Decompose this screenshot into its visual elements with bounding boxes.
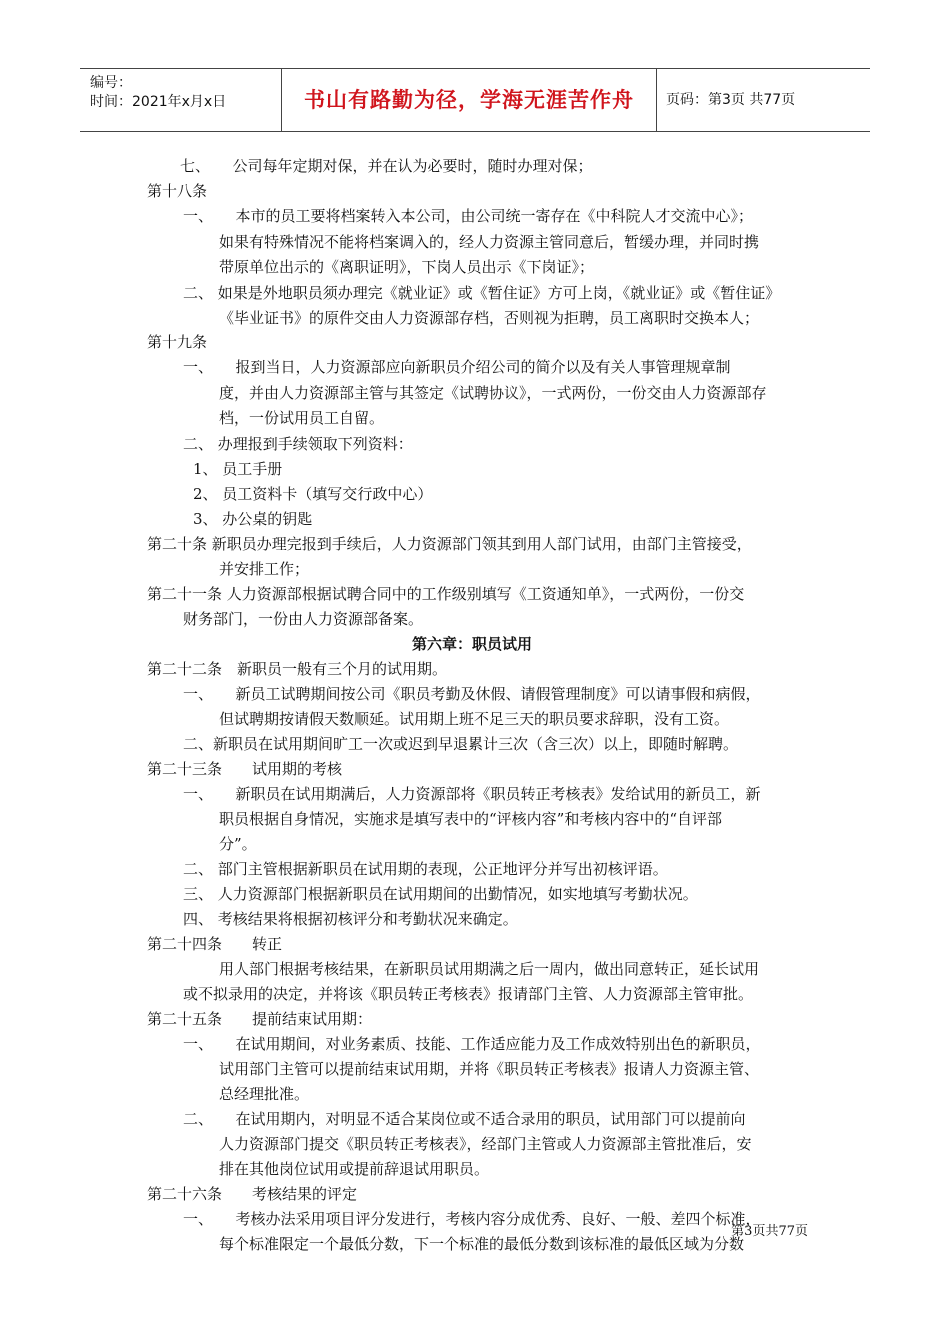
article-heading: 第二十三条 试用期的考核	[147, 760, 343, 778]
text-line: 第二十条 新职员办理完报到手续后，人力资源部门领其到用人部门试用，由部门主管接受，	[147, 535, 752, 553]
article-heading: 第十九条	[147, 333, 208, 351]
text-line: 排在其他岗位试用或提前辞退试用职员。	[219, 1160, 490, 1178]
article-heading: 第十八条	[147, 182, 208, 200]
text-line: 总经理批准。	[219, 1085, 310, 1103]
text-line: 如果有特殊情况不能将档案调入的，经人力资源主管同意后，暂缓办理，并同时携	[219, 233, 760, 251]
text-line: 二、 如果是外地职员须办理完《就业证》或《暂住证》方可上岗，《就业证》或《暂住证》	[183, 284, 781, 302]
text-line: 二、 在试用期内，对明显不适合某岗位或不适合录用的职员，试用部门可以提前向	[183, 1110, 746, 1128]
text-line: 四、 考核结果将根据初核评分和考勤状况来确定。	[183, 910, 518, 928]
list-item: 1、 员工手册	[193, 460, 283, 478]
doc-date: 时间：2021年x月x日	[90, 94, 227, 110]
text-line: 三、 人力资源部门根据新职员在试用期间的出勤情况，如实地填写考勤状况。	[183, 885, 698, 903]
text-line: 并安排工作；	[219, 560, 310, 578]
text-line: 或不拟录用的决定，并将该《职员转正考核表》报请部门主管、人力资源部主管审批。	[183, 985, 754, 1003]
text-line: 用人部门根据考核结果，在新职员试用期满之后一周内，做出同意转正，延长试用	[219, 960, 760, 978]
article-heading: 第二十四条 转正	[147, 935, 283, 953]
text-line: 七、 公司每年定期对保，并在认为必要时，随时办理对保；	[180, 157, 593, 175]
text-line: 每个标准限定一个最低分数，下一个标准的最低分数到该标准的最低区域为分数	[219, 1235, 745, 1253]
text-line: 人力资源部门提交《职员转正考核表》，经部门主管或人力资源部主管批准后，安	[219, 1135, 752, 1153]
text-line: 财务部门，一份由人力资源部备案。	[183, 610, 424, 628]
text-line: 带原单位出示的《离职证明》，下岗人员出示《下岗证》；	[219, 258, 595, 276]
text-line: 一、 本市的员工要将档案转入本公司，由公司统一寄存在《中科院人才交流中心》；	[183, 207, 754, 225]
text-line: 第二十二条 新职员一般有三个月的试用期。	[147, 660, 448, 678]
text-line: 但试聘期按请假天数顺延。试用期上班不足三天的职员要求辞职，没有工资。	[219, 710, 730, 728]
page-footer: 第3页共77页	[731, 1224, 808, 1239]
doc-number: 编号：	[90, 75, 132, 91]
text-line: 第二十一条 人力资源部根据试聘合同中的工作级别填写《工资通知单》，一式两份，一份交	[147, 585, 745, 603]
page-header	[80, 68, 870, 132]
text-line: 一、 在试用期间，对业务素质、技能、工作适应能力及工作成效特别出色的新职员，	[183, 1035, 761, 1053]
header-motto: 书山有路勤为径，学海无涯苦作舟	[281, 69, 657, 131]
text-line: 一、 报到当日，人力资源部应向新职员介绍公司的简介以及有关人事管理规章制	[183, 358, 731, 376]
text-line: 试用部门主管可以提前结束试用期，并将《职员转正考核表》报请人力资源主管、	[219, 1060, 760, 1078]
header-meta	[80, 69, 280, 131]
article-heading: 第二十六条 考核结果的评定	[147, 1185, 358, 1203]
text-line: 档，一份试用员工自留。	[219, 409, 385, 427]
text-line: 职员根据自身情况，实施求是填写表中的“评核内容”和考核内容中的“自评部	[219, 810, 723, 828]
page-info: 页码：第3页 共77页	[666, 92, 796, 108]
article-heading: 第二十五条 提前结束试用期：	[147, 1010, 373, 1028]
text-line: 一、 新员工试聘期间按公司《职员考勤及休假、请假管理制度》可以请事假和病假，	[183, 685, 761, 703]
text-line: 二、新职员在试用期间旷工一次或迟到早退累计三次（含三次）以上，即随时解聘。	[183, 735, 739, 753]
text-line: 《毕业证书》的原件交由人力资源部存档，否则视为拒聘，员工离职时交换本人；	[219, 309, 760, 327]
text-line: 二、 办理报到手续领取下列资料：	[183, 435, 413, 453]
text-line: 度，并由人力资源部主管与其签定《试聘协议》，一式两份，一份交由人力资源部存	[219, 384, 767, 402]
text-line: 一、 考核办法采用项目评分发进行，考核内容分成优秀、良好、一般、差四个标准，	[183, 1210, 761, 1228]
chapter-title: 第六章：职员试用	[412, 635, 533, 653]
text-line: 二、 部门主管根据新职员在试用期的表现，公正地评分并写出初核评语。	[183, 860, 668, 878]
text-line: 一、 新职员在试用期满后，人力资源部将《职员转正考核表》发给试用的新员工，新	[183, 785, 761, 803]
text-line: 分”。	[219, 835, 257, 853]
list-item: 3、 办公桌的钥匙	[193, 510, 313, 528]
list-item: 2、 员工资料卡（填写交行政中心）	[193, 485, 433, 503]
